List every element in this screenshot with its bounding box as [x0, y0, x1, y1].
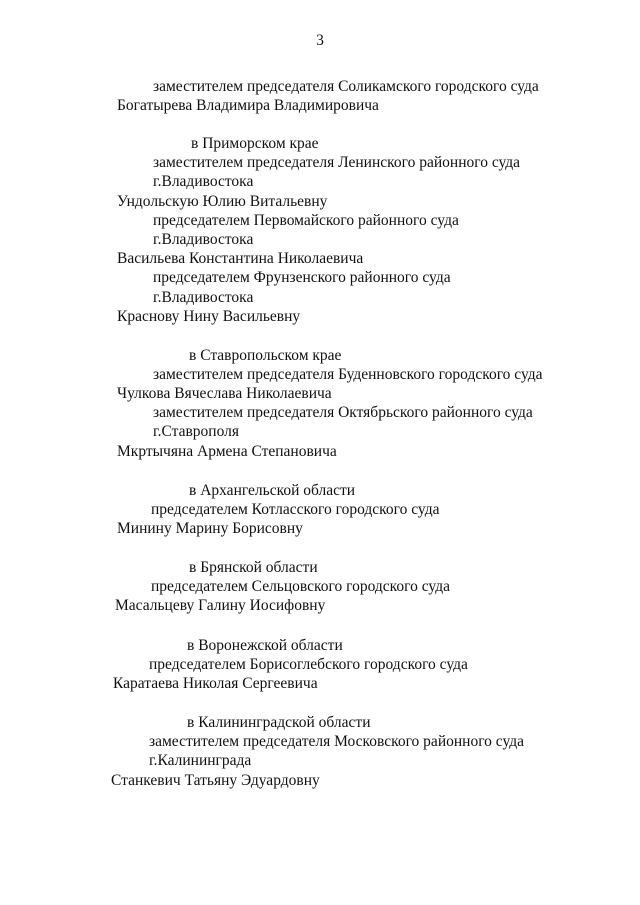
position-line: заместителем председателя Ленинского районного суда: [153, 154, 521, 171]
person-name: Каратаева Николая Сергеевича: [113, 675, 318, 692]
person-name: Масальцеву Галину Иосифовну: [115, 597, 326, 614]
person-name: Краснову Нину Васильевну: [117, 308, 301, 325]
region-heading: в Приморском крае: [191, 135, 319, 152]
position-line: председателем Котласского городского суда: [151, 501, 440, 518]
position-line: председателем Борисоглебского городского суда: [149, 656, 468, 673]
city-line: г.Владивостока: [153, 173, 254, 190]
person-name: Богатырева Владимира Владимировича: [117, 97, 379, 114]
city-line: г.Владивостока: [153, 289, 254, 306]
position-line: заместителем председателя Октябрьского районного суда: [153, 404, 533, 421]
position-line: председателем Сельцовского городского суда: [151, 578, 450, 595]
region-heading: в Архангельской области: [189, 482, 356, 499]
person-name: Станкевич Татьяну Эдуардовну: [111, 772, 320, 789]
person-name: Мкртычяна Армена Степановича: [117, 443, 337, 460]
position-line: председателем Первомайского районного суда: [153, 212, 459, 229]
person-name: Васильева Константина Николаевича: [117, 250, 364, 267]
city-line: г.Калининграда: [149, 752, 252, 769]
city-line: г.Владивостока: [153, 231, 254, 248]
city-line: г.Ставрополя: [153, 423, 239, 440]
region-heading: в Брянской области: [189, 559, 318, 576]
region-heading: в Калининградской области: [187, 714, 371, 731]
region-heading: в Воронежской области: [187, 637, 343, 654]
position-line: председателем Фрунзенского районного суда: [153, 269, 451, 286]
position-line: заместителем председателя Московского районного суда: [149, 733, 525, 750]
page-number: 3: [316, 32, 324, 49]
position-line: заместителем председателя Буденновского городского суда: [153, 366, 543, 383]
region-heading: в Ставропольском крае: [189, 347, 342, 364]
position-line: заместителем председателя Соликамского городского суда: [153, 78, 539, 95]
person-name: Ундольскую Юлию Витальевну: [117, 193, 328, 210]
person-name: Чулкова Вячеслава Николаевича: [117, 385, 332, 402]
person-name: Минину Марину Борисовну: [117, 520, 303, 537]
